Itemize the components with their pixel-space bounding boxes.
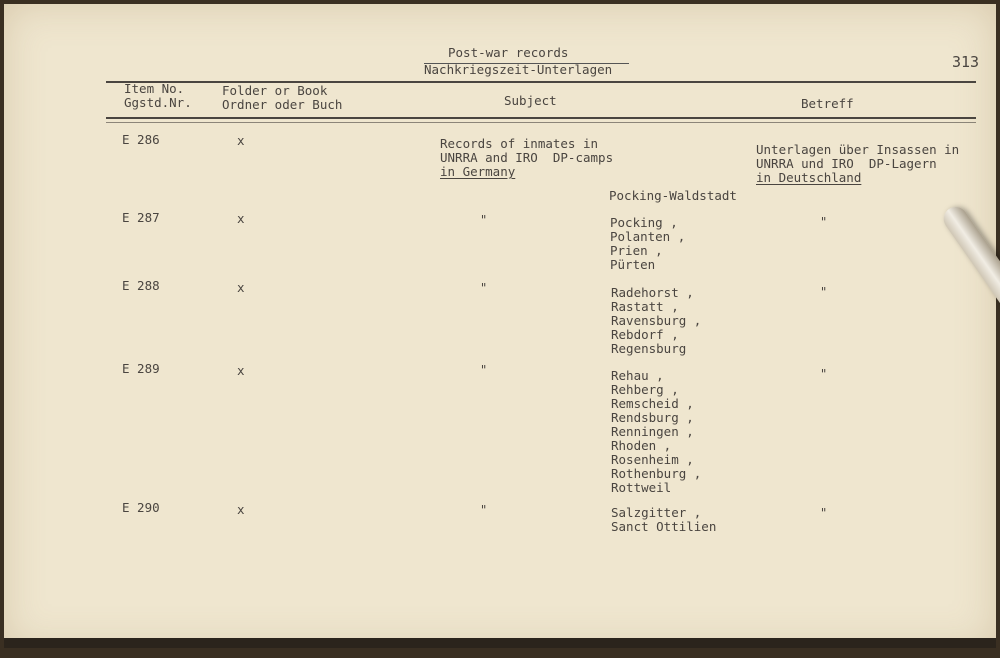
row-item: E 286 — [122, 132, 160, 147]
row-folder: x — [237, 502, 245, 517]
title-en: Post-war records — [448, 45, 569, 60]
place-name: Polanten , — [610, 229, 686, 244]
place-name: Rottweil — [611, 480, 672, 495]
intro-subject-line: in Germany — [440, 164, 516, 179]
col-betreff: Betreff — [801, 96, 854, 111]
row-folder: x — [237, 133, 245, 148]
place-name: Ravensburg , — [611, 313, 702, 328]
bottom-edge — [4, 638, 996, 648]
header-double-rule — [106, 122, 976, 123]
place-name: Pocking , — [610, 215, 678, 230]
row-ditto-subject: " — [480, 363, 488, 377]
col-subject: Subject — [504, 93, 557, 108]
intro-betreff-line: Unterlagen über Insassen in — [756, 142, 960, 157]
intro-place: Pocking-Waldstadt — [609, 188, 737, 203]
title-de: Nachkriegszeit-Unterlagen — [424, 62, 613, 77]
row-item: E 288 — [122, 278, 160, 293]
col-folder-en: Folder or Book — [222, 83, 328, 98]
place-name: Rastatt , — [611, 299, 679, 314]
place-name: Regensburg — [611, 341, 687, 356]
row-ditto-betreff: " — [820, 367, 828, 381]
row-folder: x — [237, 280, 245, 295]
document-page — [4, 4, 996, 648]
col-folder-de: Ordner oder Buch — [222, 97, 343, 112]
place-name: Rehberg , — [611, 382, 679, 397]
place-name: Remscheid , — [611, 396, 694, 411]
place-name: Rosenheim , — [611, 452, 694, 467]
row-folder: x — [237, 363, 245, 378]
col-item-en: Item No. — [124, 81, 185, 96]
row-item: E 287 — [122, 210, 160, 225]
header-bottom-rule — [106, 117, 976, 119]
row-ditto-betreff: " — [820, 285, 828, 299]
row-ditto-betreff: " — [820, 215, 828, 229]
place-name: Rebdorf , — [611, 327, 679, 342]
intro-betreff-line: in Deutschland — [756, 170, 862, 185]
row-ditto-subject: " — [480, 213, 488, 227]
row-ditto-subject: " — [480, 281, 488, 295]
row-item: E 289 — [122, 361, 160, 376]
row-folder: x — [237, 211, 245, 226]
intro-betreff-line: UNRRA und IRO DP-Lagern — [756, 156, 937, 171]
place-name: Renningen , — [611, 424, 694, 439]
place-name: Pürten — [610, 257, 656, 272]
place-name: Prien , — [610, 243, 663, 258]
row-ditto-subject: " — [480, 503, 488, 517]
intro-subject-line: UNRRA and IRO DP-camps — [440, 150, 614, 165]
intro-subject-line: Records of inmates in — [440, 136, 599, 151]
place-name: Rendsburg , — [611, 410, 694, 425]
place-name: Rhoden , — [611, 438, 672, 453]
row-ditto-betreff: " — [820, 506, 828, 520]
col-item-de: Ggstd.Nr. — [124, 95, 192, 110]
place-name: Sanct Ottilien — [611, 519, 717, 534]
place-name: Rehau , — [611, 368, 664, 383]
pointer-object — [939, 202, 1000, 363]
row-item: E 290 — [122, 500, 160, 515]
page-number: 313 — [952, 53, 980, 71]
place-name: Radehorst , — [611, 285, 694, 300]
place-name: Rothenburg , — [611, 466, 702, 481]
place-name: Salzgitter , — [611, 505, 702, 520]
